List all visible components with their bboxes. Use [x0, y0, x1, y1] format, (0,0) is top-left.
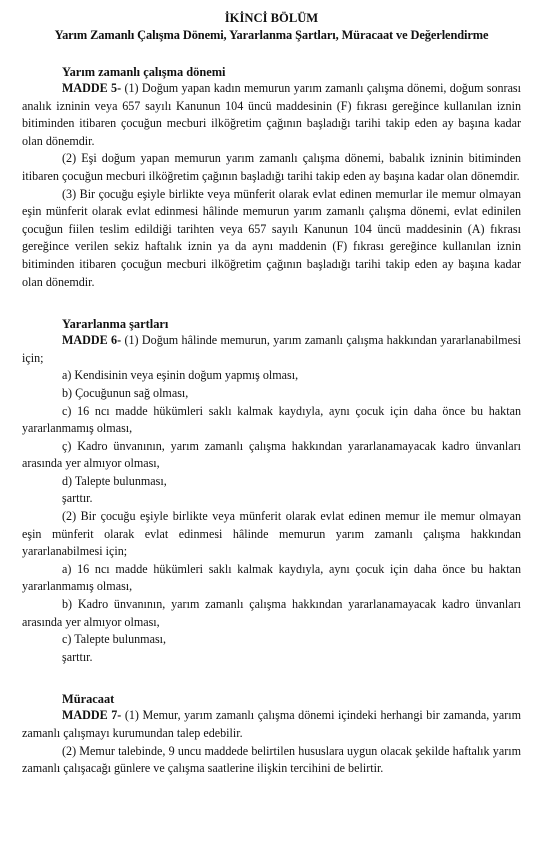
- section-heading: Yararlanma şartları: [62, 317, 169, 332]
- paragraph-text: (1) Doğum yapan kadın memurun yarım zamanlı çalışma dönemi, doğum sonrası analık izninin veya 657 sayılı Kanunun 104 üncü maddesinin (F) fıkrası gereğince kullanılan iznin bitiminden itibaren çocuğun mecburi ilköğretim çağının başladığı tarihi takip eden ay başına kadar olan dönemdir.: [22, 81, 522, 148]
- madde-7-paragraph-2: (2) Memur talebinde, 9 uncu maddede belirtilen hususlara uygun olacak şekilde haftalık yarım zamanlı çalışacağı günlere ve çalışma saatlerine ilişkin tercihini de belirtir.: [22, 743, 521, 776]
- paragraph-text: (1) Doğum hâlinde memurun, yarım zamanlı çalışma hakkından yararlanabilmesi için;: [22, 333, 521, 365]
- madde-label: MADDE 7-: [62, 708, 122, 723]
- list-item: b) Çocuğunun sağ olması,: [62, 385, 189, 400]
- list-item: ç) Kadro ünvanının, yarım zamanlı çalışma hakkından yararlanamayacak kadro ünvanları arasında yer almıyor olması,: [22, 438, 521, 471]
- chapter-title: Yarım Zamanlı Çalışma Dönemi, Yararlanma Şartları, Müracaat ve Değerlendirme: [54, 28, 489, 42]
- madde-6-paragraph-2: (2) Bir çocuğu eşiyle birlikte veya münferit olarak evlat edinen memur ile memur olmayan eşin münferit olarak evlat edinmesi hâlinde memurun yarım zamanlı çalışma hakkından yararlanabilmesi için;: [22, 509, 521, 559]
- madde-5-paragraph-2: (2) Eşi doğum yapan memurun yarım zamanlı çalışma dönemi, babalık izninin bitiminden itibaren çocuğun mecburi ilköğretim çağının başladığı tarihi takip eden ay başına kadar olan dönemdir.: [22, 151, 521, 183]
- chapter-label: İKİNCİ BÖLÜM: [224, 11, 319, 25]
- list-item: şarttır.: [62, 491, 93, 506]
- madde-6-paragraph-1: [22, 332, 521, 367]
- section-yararlanma-sartlari: [22, 316, 521, 666]
- list-item: a) Kendisinin veya eşinin doğum yapmış olması,: [62, 368, 299, 383]
- madde-label: MADDE 5-: [62, 81, 122, 95]
- madde-7-paragraph-1: [22, 707, 521, 742]
- madde-5-paragraph-1: [22, 80, 521, 150]
- section-yarim-zamanli-calisma-donemi: [22, 64, 521, 291]
- list-item: c) 16 ncı madde hükümleri saklı kalmak kaydıyla, aynı çocuk için daha önce bu haktan yararlanmamış olması,: [22, 403, 521, 436]
- list-item: a) 16 ncı madde hükümleri saklı kalmak kaydıyla, aynı çocuk için daha önce bu haktan yararlanmamış olması,: [22, 561, 521, 594]
- list-item: d) Talepte bulunması,: [62, 473, 167, 488]
- madde-label: MADDE 6-: [62, 333, 122, 348]
- list-item: c) Talepte bulunması,: [62, 632, 167, 647]
- madde-5-paragraph-3: (3) Bir çocuğu eşiyle birlikte veya münferit olarak evlat edinen memurlar ile memur olmayan eşin münferit olarak evlat edinmesi hâlinde memurun yarım zamanlı çalışma dönemi, evlat edinilen çocuğun fiilen teslim edildiği tarihten veya 657 sayılı Kanunun 104 üncü maddesinin (A) fıkrası gereğince verilen sekiz haftalık iznin ya da aynı maddenin (F) fıkrası gereğince kullanılan iznin bitiminden itibaren çocuğun mecburi ilköğretim çağının başladığı tarihi takip eden ay başına kadar olan dönemdir.: [22, 186, 521, 289]
- section-heading: Yarım zamanlı çalışma dönemi: [62, 65, 226, 79]
- list-item: b) Kadro ünvanının, yarım zamanlı çalışma hakkından yararlanamayacak kadro ünvanları arasında yer almıyor olması,: [22, 597, 521, 629]
- section-heading: Müracaat: [62, 692, 115, 707]
- list-item: şarttır.: [62, 649, 93, 664]
- paragraph-text: (1) Memur, yarım zamanlı çalışma dönemi içindeki herhangi bir zamanda, yarım zamanlı çalışmayı kurumundan talep edebilir.: [22, 708, 522, 740]
- section-muracaat: [22, 691, 521, 777]
